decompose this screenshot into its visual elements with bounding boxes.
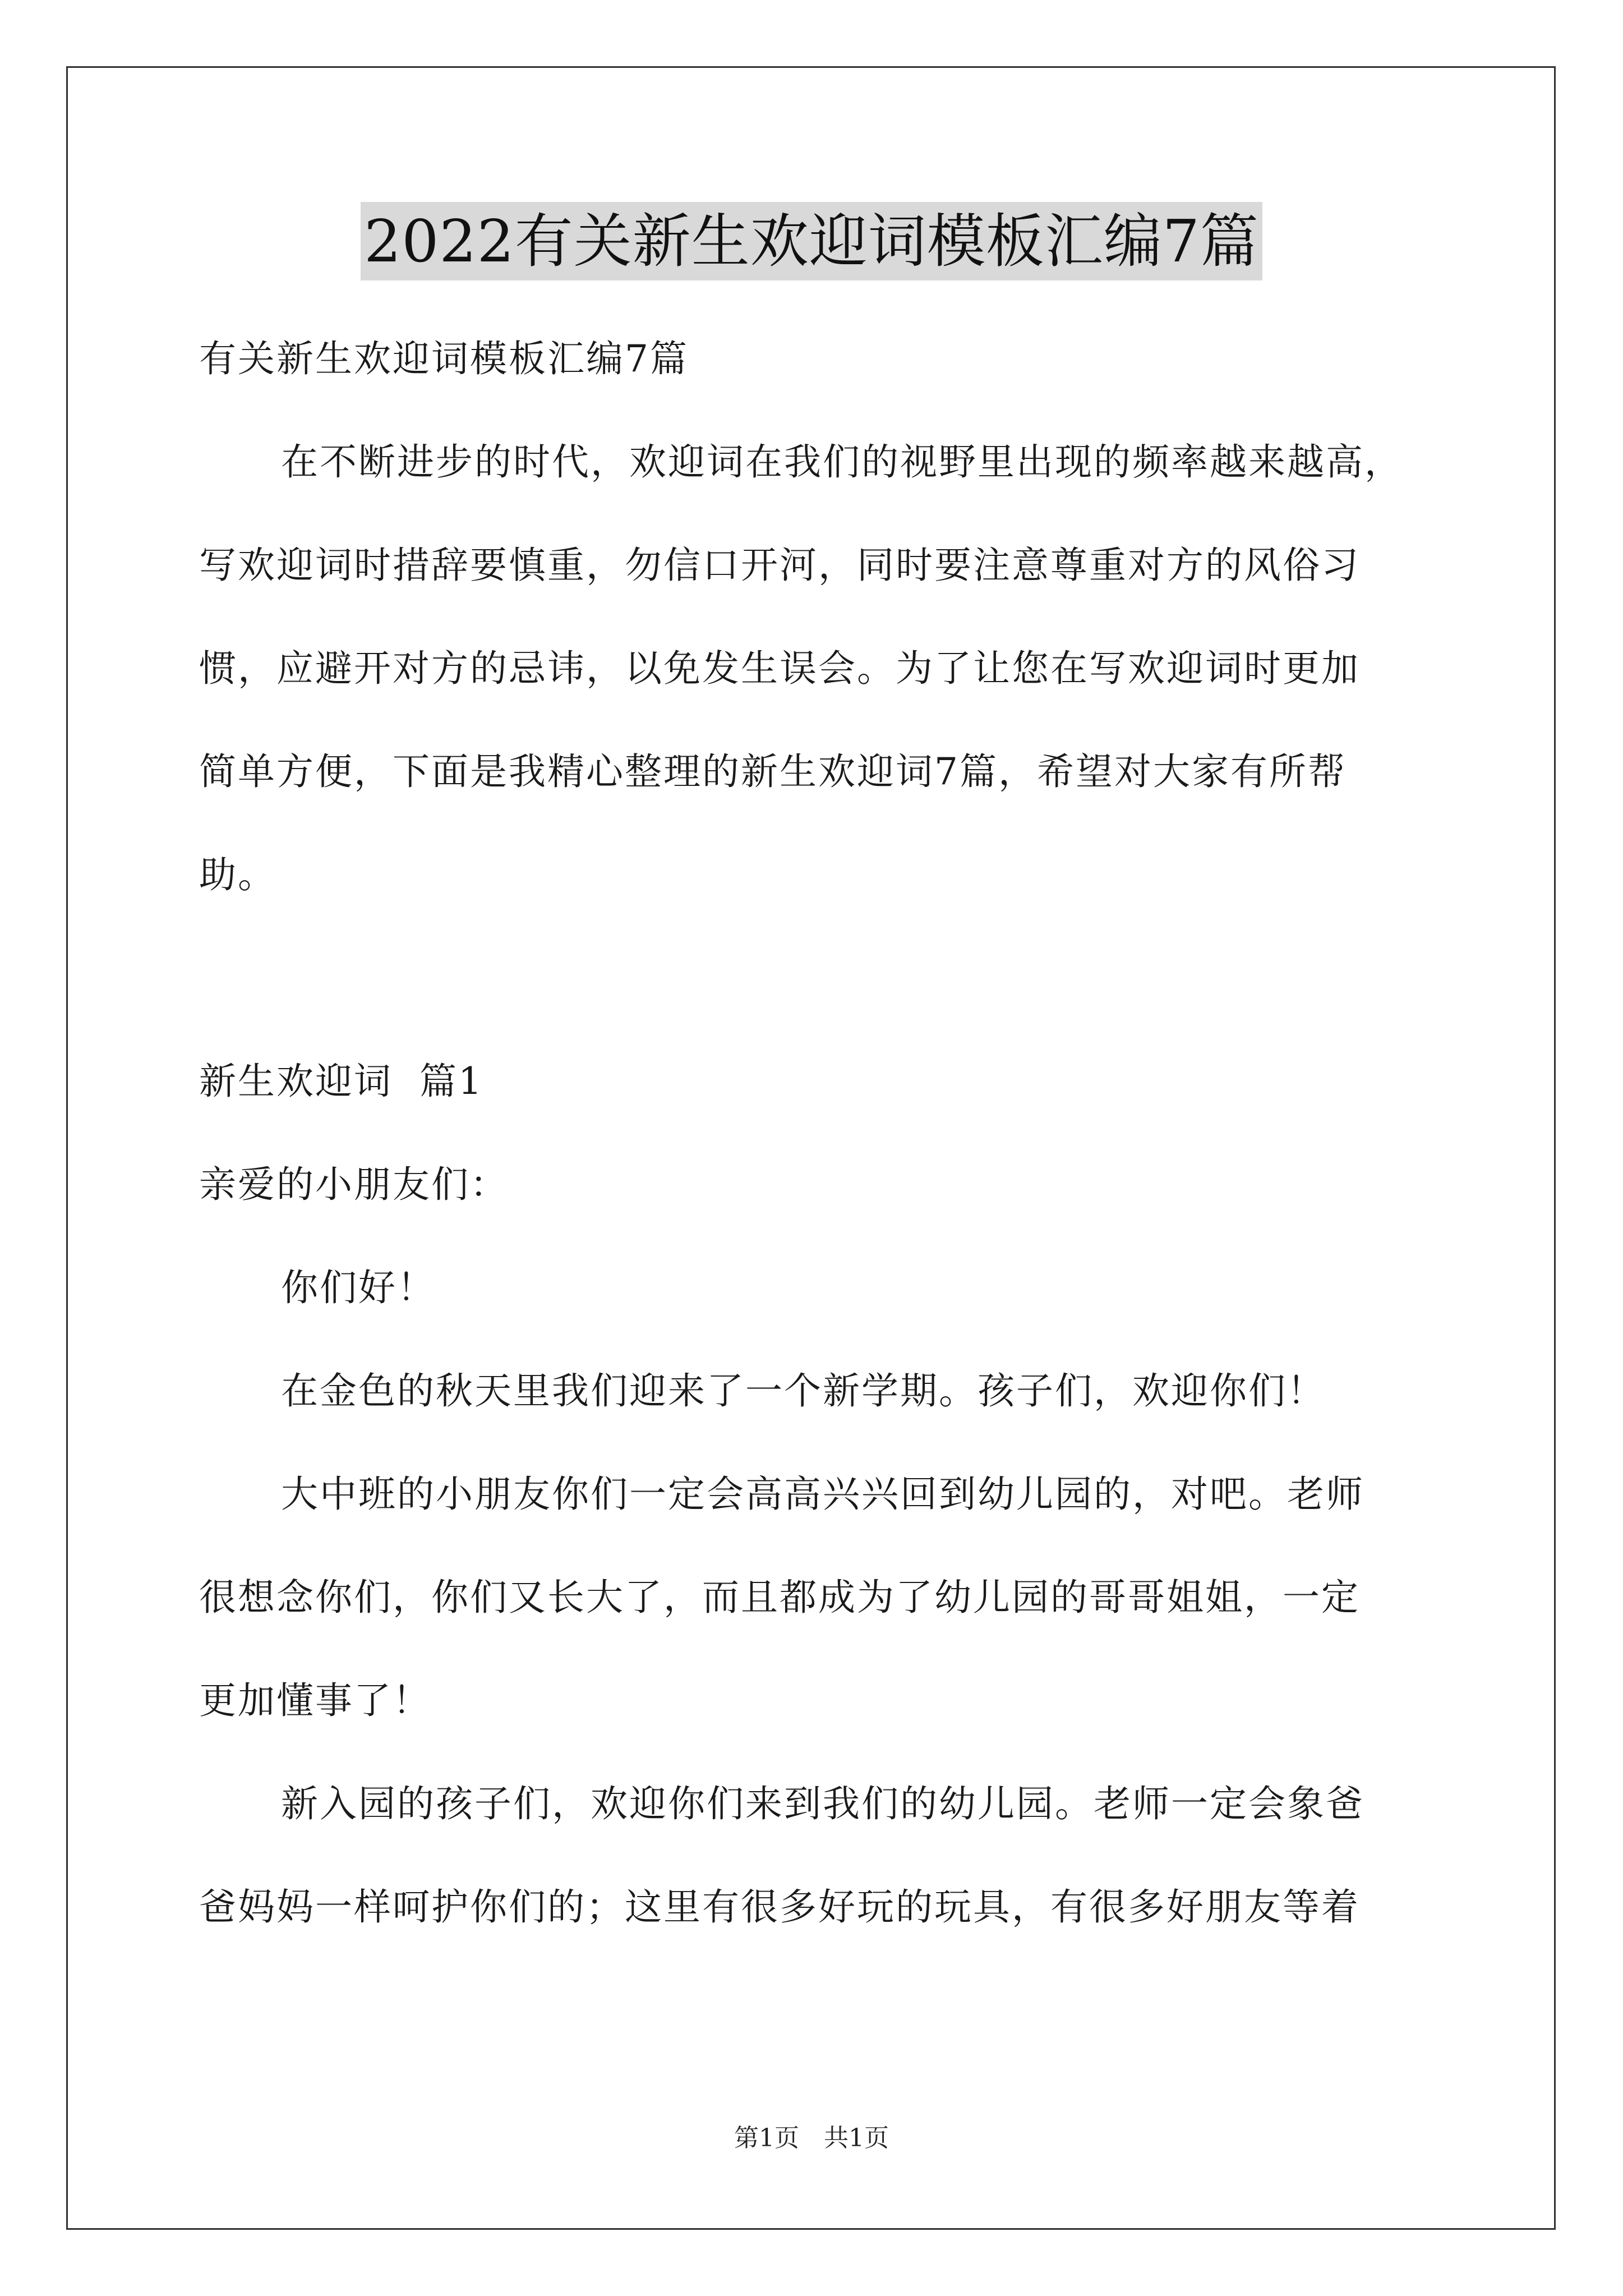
intro-line: 惯，应避开对方的忌讳，以免发生误会。为了让您在写欢迎词时更加 [199, 647, 1360, 690]
greeting: 你们好！ [281, 1266, 436, 1309]
spacer [199, 927, 1433, 1030]
intro-line: 助。 [199, 853, 276, 896]
intro-line: 在不断进步的时代，欢迎词在我们的视野里出现的频率越来越高， [281, 440, 1403, 484]
document-subtitle: 有关新生欢迎词模板汇编7篇 [199, 337, 689, 380]
section-heading: 新生欢迎词 篇1 [199, 1060, 483, 1103]
paragraph-2-line: 大中班的小朋友你们一定会高高兴兴回到幼儿园的，对吧。老师 [281, 1473, 1364, 1516]
document-body [199, 307, 1433, 1959]
paragraph-3-line: 新入园的孩子们，欢迎你们来到我们的幼儿园。老师一定会象爸 [281, 1782, 1364, 1825]
paragraph-2-line: 很想念你们，你们又长大了，而且都成为了幼儿园的哥哥姐姐，一定 [199, 1576, 1360, 1619]
intro-line: 写欢迎词时措辞要慎重，勿信口开河，同时要注意尊重对方的风俗习 [199, 544, 1360, 587]
title-container [0, 202, 1623, 280]
document-title: 2022有关新生欢迎词模板汇编7篇 [361, 202, 1262, 280]
paragraph-3-line: 爸妈妈一样呵护你们的；这里有很多好玩的玩具，有很多好朋友等着 [199, 1885, 1360, 1929]
paragraph-2-line: 更加懂事了！ [199, 1679, 431, 1722]
salutation: 亲爱的小朋友们： [199, 1163, 509, 1206]
intro-line: 简单方便，下面是我精心整理的新生欢迎词7篇，希望对大家有所帮 [199, 750, 1347, 793]
page-footer: 第1页 共1页 [734, 2124, 889, 2152]
paragraph-1: 在金色的秋天里我们迎来了一个新学期。孩子们，欢迎你们！ [281, 1369, 1326, 1412]
